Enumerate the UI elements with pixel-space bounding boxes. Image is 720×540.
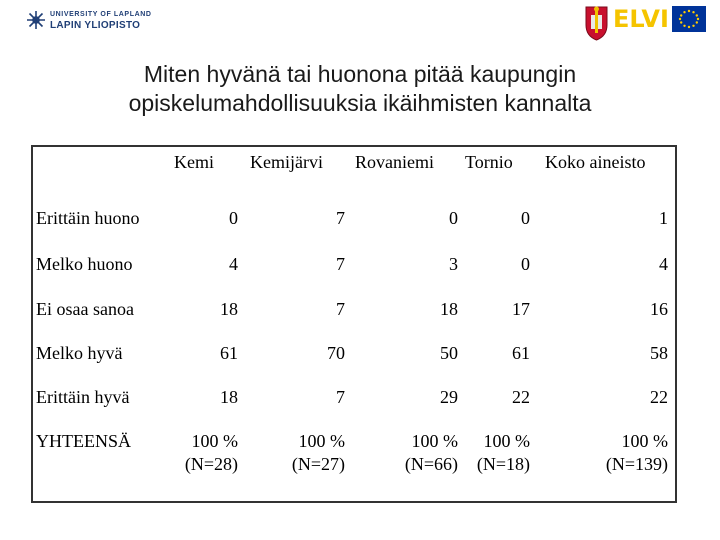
table-cell: 58 <box>650 343 668 363</box>
university-name-english: UNIVERSITY OF LAPLAND <box>50 11 152 18</box>
table-border-bottom <box>31 501 677 503</box>
table-cell: 7 <box>336 208 345 228</box>
row-label: Erittäin huono <box>36 208 140 228</box>
table-cell: 22 <box>512 387 530 407</box>
table-cell: 18 <box>220 299 238 319</box>
row-label: Erittäin hyvä <box>36 387 130 407</box>
table-cell: 22 <box>650 387 668 407</box>
table-cell: 0 <box>229 208 238 228</box>
title-line-1: Miten hyvänä tai huonona pitää kaupungin <box>143 61 577 87</box>
table-cell: 61 <box>220 343 238 363</box>
total-n-kemijarvi: (N=27) <box>291 454 345 474</box>
table-cell: 3 <box>449 254 458 274</box>
total-percent-rovaniemi: 100 % <box>411 431 458 451</box>
row-label: Ei osaa sanoa <box>36 299 134 319</box>
table-cell: 61 <box>512 343 530 363</box>
total-n-tornio: (N=18) <box>476 454 530 474</box>
column-header-kemijarvi: Kemijärvi <box>250 152 323 172</box>
table-cell: 0 <box>521 254 530 274</box>
table-cell: 16 <box>650 299 668 319</box>
table-cell: 70 <box>327 343 345 363</box>
table-border-right <box>675 145 677 503</box>
total-n-kemi: (N=28) <box>184 454 238 474</box>
table-cell: 7 <box>336 299 345 319</box>
slide-title <box>0 60 720 118</box>
snowflake-emblem-icon <box>26 10 46 30</box>
coat-of-arms-icon <box>583 3 610 41</box>
column-header-koko-aineisto: Koko aineisto <box>545 152 646 172</box>
eu-flag-icon <box>672 6 706 32</box>
total-percent-kemi: 100 % <box>191 431 238 451</box>
row-label: Melko hyvä <box>36 343 123 363</box>
table-cell: 29 <box>440 387 458 407</box>
elvi-logo-text: ELVI <box>613 5 669 33</box>
table-cell: 4 <box>659 254 668 274</box>
column-header-tornio: Tornio <box>465 152 513 172</box>
total-percent-kemijarvi: 100 % <box>298 431 345 451</box>
table-cell: 0 <box>449 208 458 228</box>
table-cell: 17 <box>512 299 530 319</box>
table-cell: 50 <box>440 343 458 363</box>
row-label: Melko huono <box>36 254 133 274</box>
table-border-left <box>31 145 33 503</box>
total-row-label: YHTEENSÄ <box>36 431 131 451</box>
table-cell: 18 <box>220 387 238 407</box>
elvi-logo <box>613 5 669 33</box>
total-n-koko-aineisto: (N=139) <box>605 454 668 474</box>
total-n-rovaniemi: (N=66) <box>404 454 458 474</box>
total-percent-koko-aineisto: 100 % <box>621 431 668 451</box>
table-cell: 0 <box>521 208 530 228</box>
column-header-kemi: Kemi <box>174 152 214 172</box>
table-cell: 1 <box>659 208 668 228</box>
university-name-finnish: LAPIN YLIOPISTO <box>50 20 141 31</box>
table-cell: 7 <box>336 387 345 407</box>
table-border-top <box>31 145 677 147</box>
title-line-2: opiskelumahdollisuuksia ikäihmisten kannalta <box>128 90 592 116</box>
total-percent-tornio: 100 % <box>483 431 530 451</box>
table-cell: 4 <box>229 254 238 274</box>
table-cell: 18 <box>440 299 458 319</box>
table-cell: 7 <box>336 254 345 274</box>
university-logo <box>26 9 152 31</box>
column-header-rovaniemi: Rovaniemi <box>355 152 434 172</box>
